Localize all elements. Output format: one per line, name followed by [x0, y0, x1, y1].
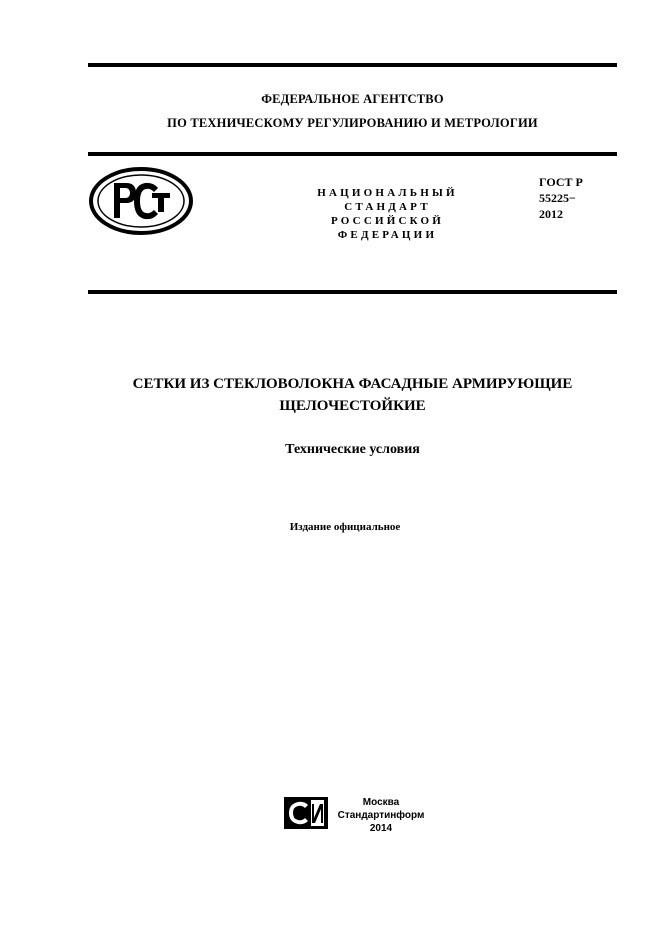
pct-certification-mark-icon	[88, 166, 194, 236]
document-subtitle: Технические условия	[285, 442, 420, 457]
national-standard-line-3: РОССИЙСКОЙ	[330, 215, 445, 227]
national-standard-line-2: СТАНДАРТ	[344, 201, 431, 213]
agency-line-1: ФЕДЕРАЛЬНОЕ АГЕНТСТВО	[261, 92, 444, 106]
gost-number-line-2: 55225−	[539, 191, 576, 205]
standartinform-logo-icon	[283, 796, 329, 830]
top-rule	[88, 63, 617, 67]
gost-number-line-1: ГОСТ Р	[539, 175, 583, 189]
gost-number-line-3: 2012	[539, 207, 563, 221]
header-rule	[88, 152, 617, 156]
document-title-line-1: СЕТКИ ИЗ СТЕКЛОВОЛОКНА ФАСАДНЫЕ АРМИРУЮЩИЕ	[132, 376, 573, 392]
publisher-city: Москва	[362, 797, 400, 808]
national-standard-line-4: ФЕДЕРАЦИИ	[337, 229, 438, 241]
document-title-line-2: ЩЕЛОЧЕСТОЙКИЕ	[279, 398, 426, 414]
standard-block-rule	[88, 290, 617, 294]
agency-line-2: ПО ТЕХНИЧЕСКОМУ РЕГУЛИРОВАНИЮ И МЕТРОЛОГИИ	[167, 116, 538, 130]
publisher-year: 2014	[369, 823, 393, 834]
national-standard-line-1: НАЦИОНАЛЬНЫЙ	[317, 187, 458, 199]
edition-label: Издание официальное	[289, 521, 401, 533]
publisher-name: Стандартинформ	[337, 810, 425, 821]
